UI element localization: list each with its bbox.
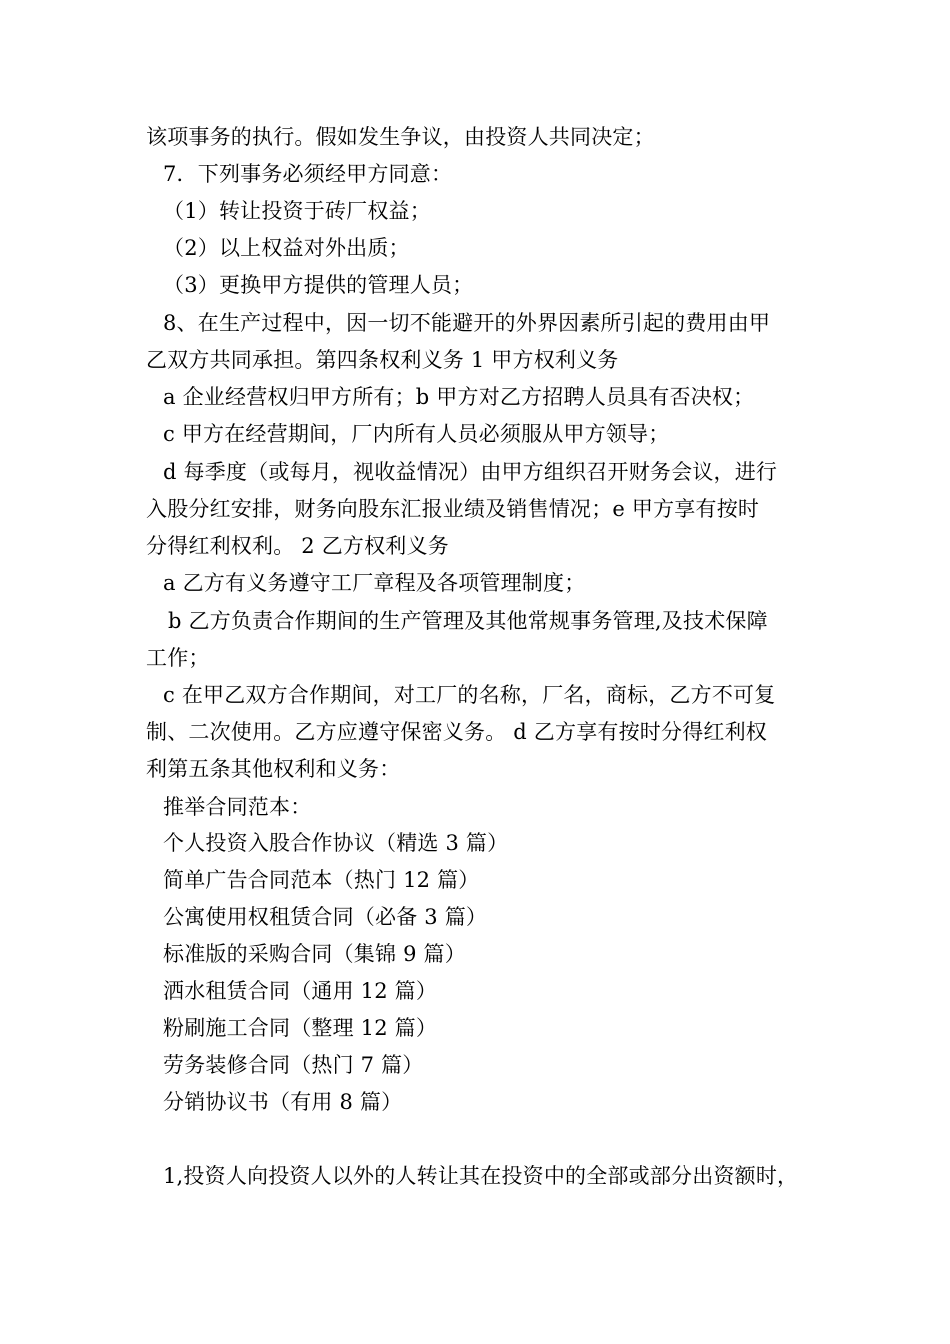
paragraph-line: 该项事务的执行。假如发生争议，由投资人共同决定；	[146, 125, 655, 149]
paragraph-line: 1,投资人向投资人以外的人转让其在投资中的全部或部分出资额时，	[163, 1164, 799, 1188]
related-item: 个人投资入股合作协议（精选 3 篇）	[163, 831, 509, 855]
paragraph-line: c 甲方在经营期间，厂内所有人员必须服从甲方领导；	[163, 422, 670, 446]
section-heading: 推举合同范本：	[163, 795, 312, 819]
related-item: 标准版的采购合同（集锦 9 篇）	[163, 942, 466, 966]
related-item: 分销协议书（有用 8 篇）	[163, 1090, 403, 1114]
paragraph-line: 制、二次使用。乙方应遵守保密义务。 d 乙方享有按时分得红利权	[146, 720, 767, 744]
paragraph-line: 入股分红安排，财务向股东汇报业绩及销售情况；e 甲方享有按时	[146, 497, 760, 521]
paragraph-line: 工作；	[146, 646, 210, 670]
list-item: （1）转让投资于砖厂权益；	[163, 199, 431, 223]
paragraph-line: 分得红利权利。 2 乙方权利义务	[146, 534, 449, 558]
list-item: （3）更换甲方提供的管理人员；	[163, 273, 474, 297]
related-item: 简单广告合同范本（热门 12 篇）	[163, 868, 480, 892]
paragraph-line: b 乙方负责合作期间的生产管理及其他常规事务管理,及技术保障	[168, 609, 768, 633]
paragraph-line: d 每季度（或每月，视收益情况）由甲方组织召开财务会议，进行	[163, 460, 778, 484]
paragraph-line: 7．下列事务必须经甲方同意：	[163, 162, 453, 186]
paragraph-line: c 在甲乙双方合作期间，对工厂的名称，厂名，商标，乙方不可复	[163, 683, 776, 707]
paragraph-line: 8、在生产过程中，因一切不能避开的外界因素所引起的费用由甲	[163, 311, 771, 335]
paragraph-line: a 企业经营权归甲方所有；b 甲方对乙方招聘人员具有否决权；	[163, 385, 755, 409]
paragraph-line: 乙双方共同承担。第四条权利义务 1 甲方权利义务	[146, 348, 619, 372]
related-item: 洒水租赁合同（通用 12 篇）	[163, 979, 438, 1003]
related-item: 公寓使用权租赁合同（必备 3 篇）	[163, 905, 488, 929]
paragraph-line: 利第五条其他权利和义务：	[146, 757, 401, 781]
paragraph-line: a 乙方有义务遵守工厂章程及各项管理制度；	[163, 571, 586, 595]
list-item: （2）以上权益对外出质；	[163, 236, 410, 260]
related-item: 劳务装修合同（热门 7 篇）	[163, 1053, 424, 1077]
related-item: 粉刷施工合同（整理 12 篇）	[163, 1016, 438, 1040]
